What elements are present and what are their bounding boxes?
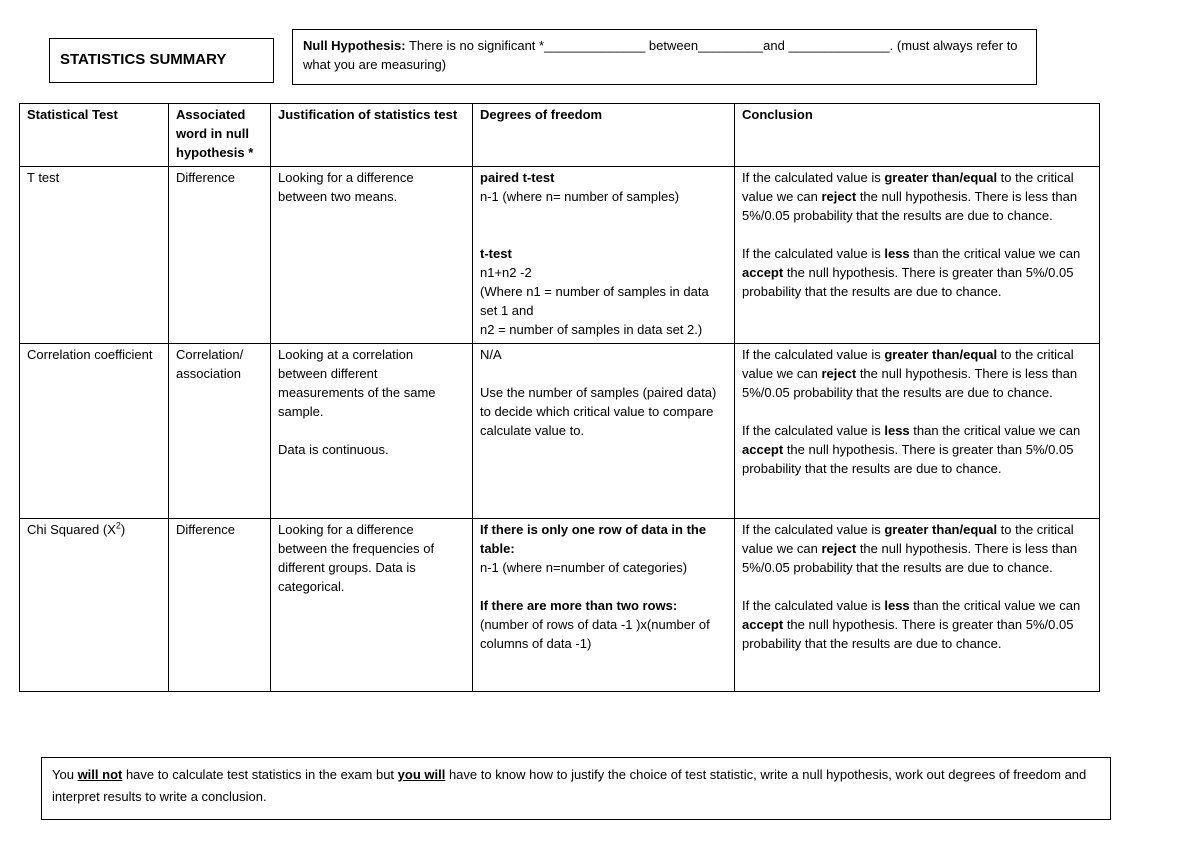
footer-note-box: You will not have to calculate test statistics in the exam but you will have to know how to justify the choice of test statistic, write a null hypothesis, work out degrees of freedom and interpret results to write a conclusion.: [41, 757, 1111, 820]
dof-paired-text: n-1 (where n= number of samples): [480, 189, 680, 204]
dof-t-line2: (Where n1 = number of samples in data set 1 and: [480, 284, 709, 318]
cell-test: Chi Squared $(X^2)$: [20, 519, 169, 692]
conclusion-reject: If the calculated value is greater than/equal to the critical value we can reject the null hypothesis. There is less than 5%/0.05 probability that the results are due to chance.: [742, 170, 1078, 223]
conclusion-reject: If the calculated value is greater than/equal to the critical value we can reject the null hypothesis. There is less than 5%/0.05 probability that the results are due to chance.: [742, 347, 1078, 400]
title-box: [49, 38, 274, 83]
cell-conclusion: [735, 519, 1100, 692]
dof-t-line3: n2 = number of samples in data set 2.): [480, 322, 703, 337]
cell-justification: Looking for a difference between two means.: [271, 167, 473, 344]
statistics-table: [19, 103, 1100, 692]
cell-test: T test: [20, 167, 169, 344]
table-row: [20, 344, 1100, 519]
header-conclusion: Conclusion: [735, 104, 1100, 167]
page-title: STATISTICS SUMMARY: [60, 51, 227, 68]
header-justification: Justification of statistics test: [271, 104, 473, 167]
dof-t-line1: n1+n2 -2: [480, 265, 532, 280]
table-row: [20, 519, 1100, 692]
dof-t-title: t-test: [480, 246, 512, 261]
null-hypothesis-text: There is no significant *______________ between_________and ______________. (must always refer to what you are measuring): [303, 38, 1018, 72]
cell-justification: Looking for a difference between the frequencies of different groups. Data is categorical.: [271, 519, 473, 692]
null-hypothesis-box: [292, 29, 1037, 85]
cell-dof: If there is only one row of data in the table: n-1 (where n=number of categories) If there are more than two rows: (number of rows of data -1 )x(number of columns of data -1): [473, 519, 735, 692]
header-associated-word: Associated word in null hypothesis *: [169, 104, 271, 167]
dof-paired-title: paired t-test: [480, 170, 555, 185]
cell-word: Difference: [169, 167, 271, 344]
cell-conclusion: [735, 344, 1100, 519]
header-degrees-of-freedom: Degrees of freedom: [473, 104, 735, 167]
table-row: [20, 167, 1100, 344]
cell-word: Correlation/ association: [169, 344, 271, 519]
cell-word: Difference: [169, 519, 271, 692]
null-hypothesis-label: Null Hypothesis:: [303, 38, 406, 53]
cell-justification: Looking at a correlation between different measurements of the same sample. Data is continuous.: [271, 344, 473, 519]
table-header-row: [20, 104, 1100, 167]
header-statistical-test: Statistical Test: [20, 104, 169, 167]
conclusion-reject: If the calculated value is greater than/equal to the critical value we can reject the null hypothesis. There is less than 5%/0.05 probability that the results are due to chance.: [742, 522, 1078, 575]
cell-dof: [473, 167, 735, 344]
conclusion-accept: If the calculated value is less than the critical value we can accept the null hypothesis. There is greater than 5%/0.05 probability that the results are due to chance.: [742, 246, 1081, 299]
conclusion-accept: If the calculated value is less than the critical value we can accept the null hypothesis. There is greater than 5%/0.05 probability that the results are due to chance.: [742, 423, 1081, 476]
conclusion-accept: If the calculated value is less than the critical value we can accept the null hypothesis. There is greater than 5%/0.05 probability that the results are due to chance.: [742, 598, 1081, 651]
cell-test: Correlation coefficient: [20, 344, 169, 519]
cell-conclusion: [735, 167, 1100, 344]
cell-dof: N/A Use the number of samples (paired data) to decide which critical value to compare calculate value to.: [473, 344, 735, 519]
